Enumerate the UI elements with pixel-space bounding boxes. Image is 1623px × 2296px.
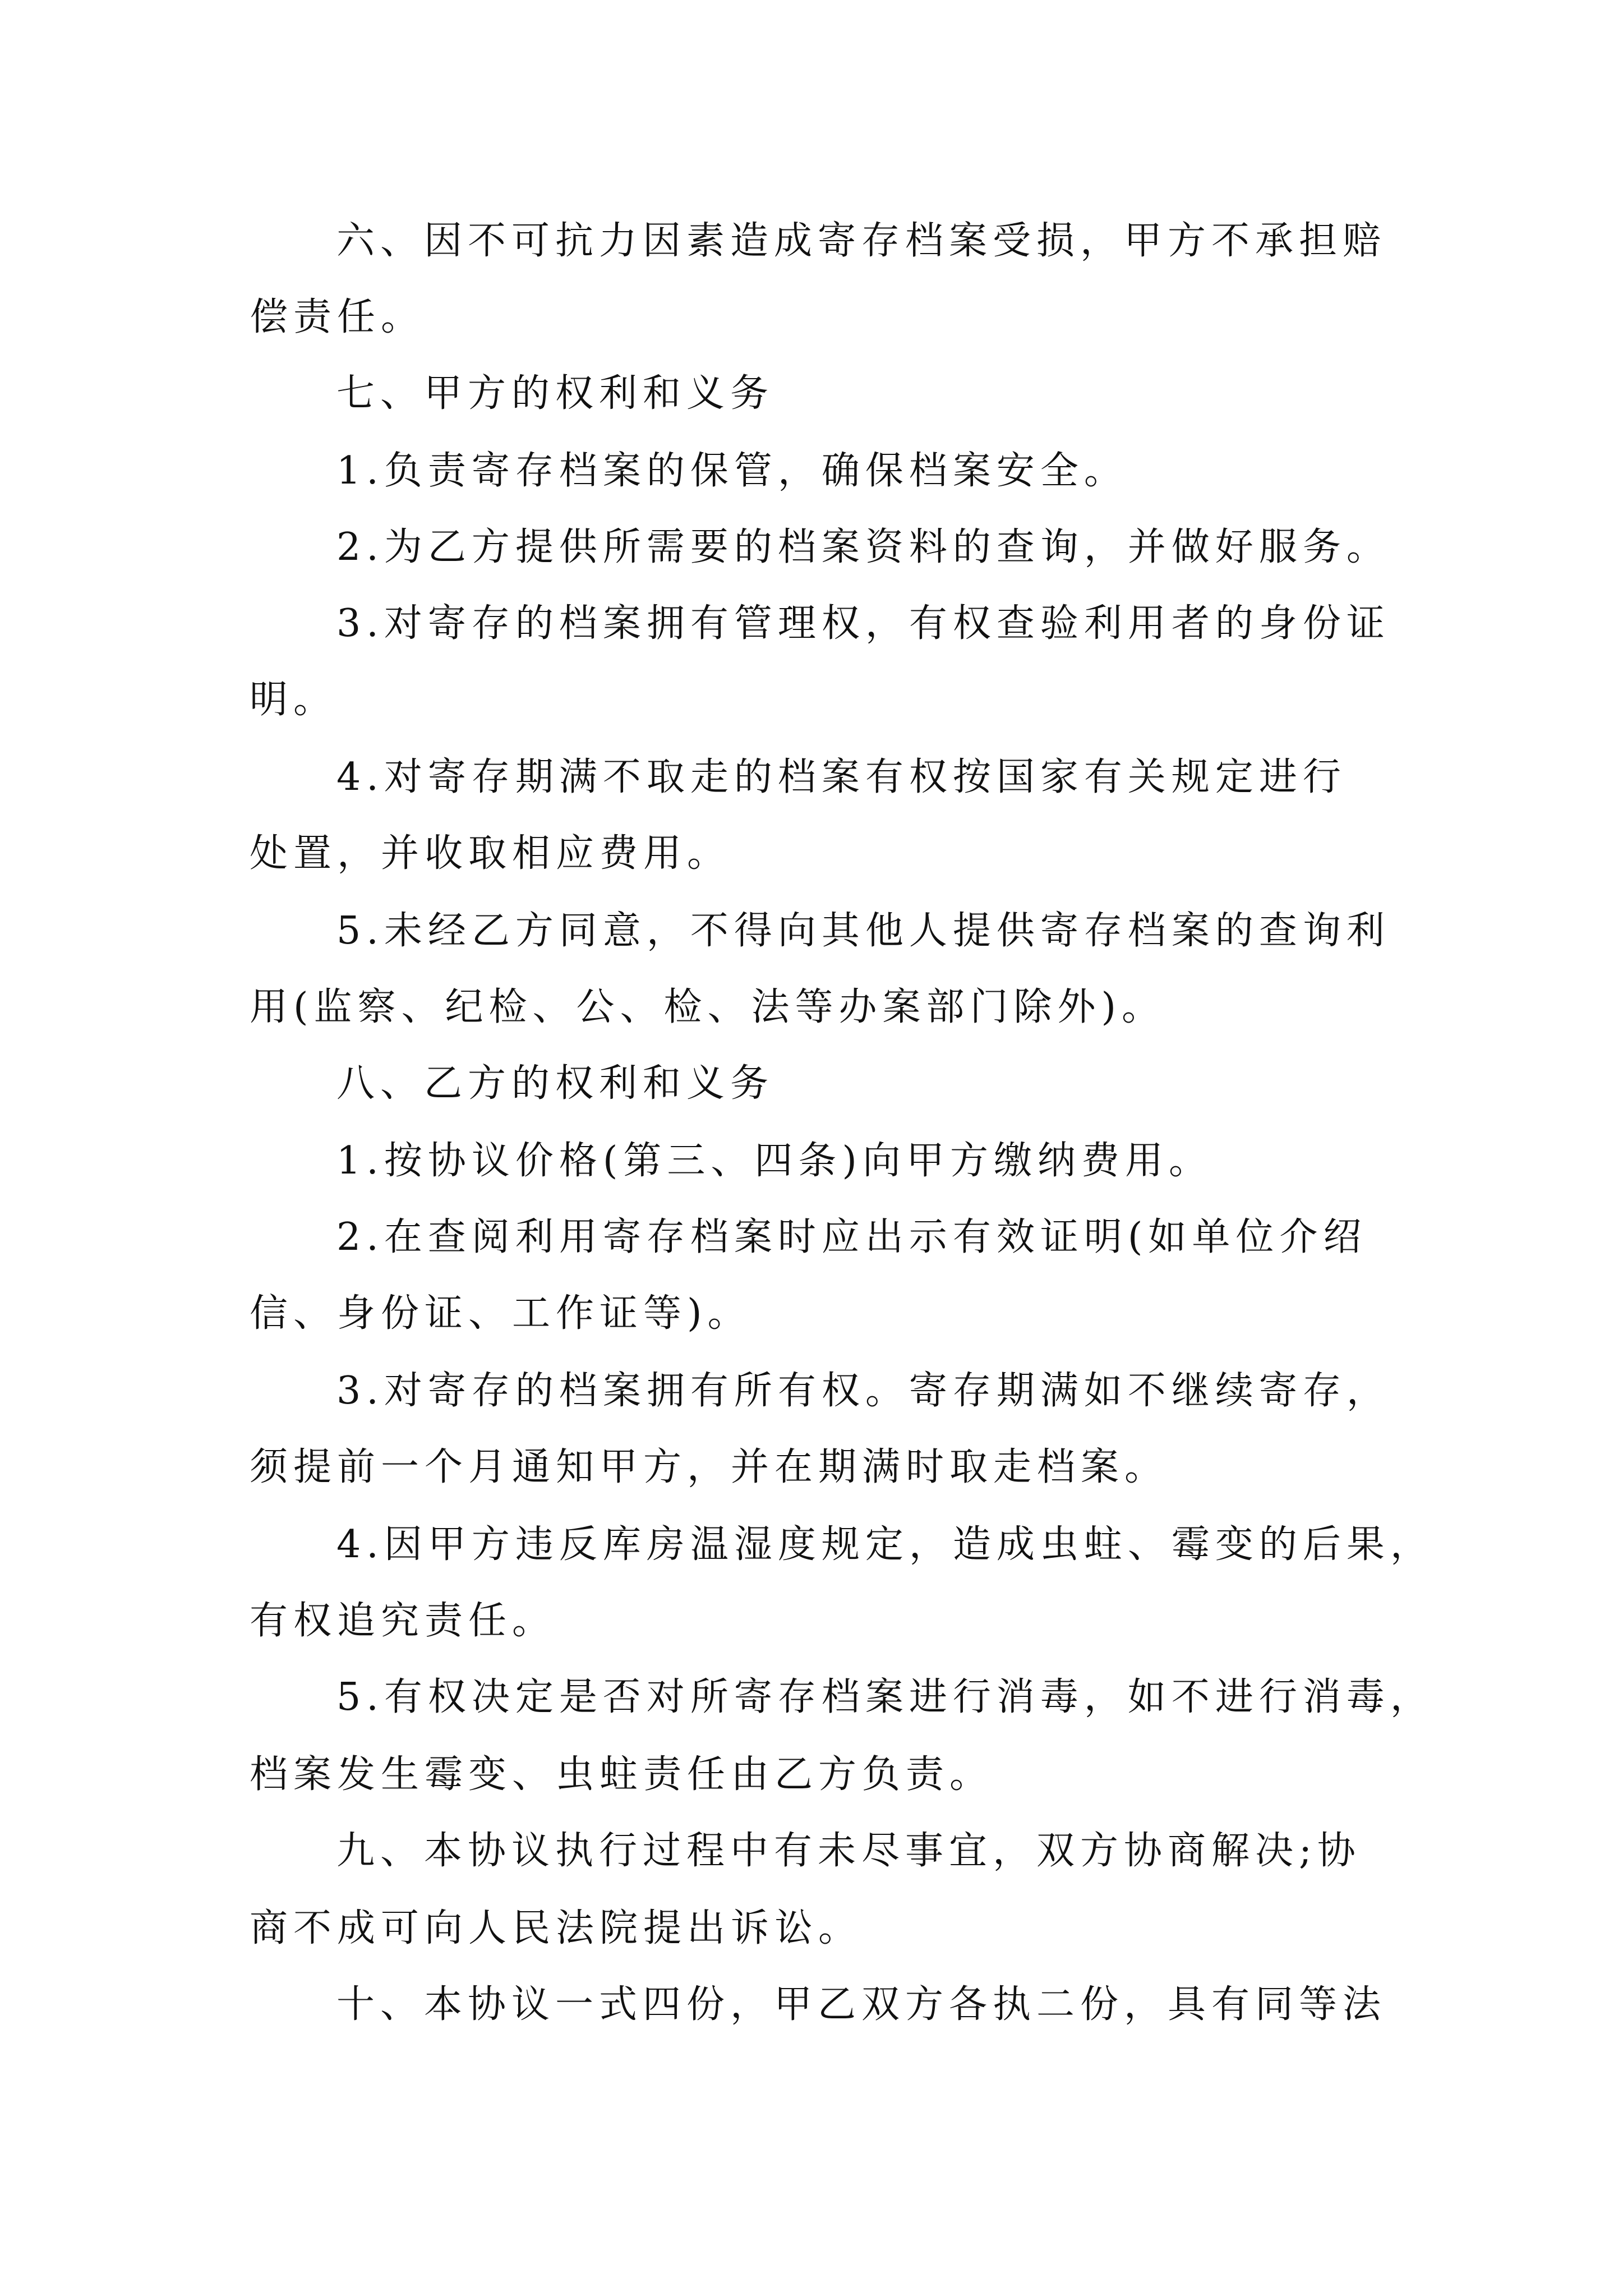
paragraph-line: 1.负责寄存档案的保管，确保档案安全。	[336, 449, 1128, 493]
paragraph-line: 商不成可向人民法院提出诉讼。	[250, 1906, 863, 1950]
paragraph-line: 2.在查阅利用寄存档案时应出示有效证明(如单位介绍	[336, 1215, 1367, 1259]
paragraph-line: 八、乙方的权利和义务	[336, 1061, 774, 1106]
paragraph-line: 5.有权决定是否对所寄存档案进行消毒，如不进行消毒，	[336, 1675, 1434, 1719]
paragraph-line: 3.对寄存的档案拥有所有权。寄存期满如不继续寄存，	[336, 1369, 1390, 1413]
paragraph-line: 处置，并收取相应费用。	[250, 831, 731, 876]
paragraph-line: 十、本协议一式四份，甲乙双方各执二份，具有同等法	[336, 1982, 1387, 2027]
paragraph-line: 信、身份证、工作证等)。	[250, 1291, 751, 1336]
paragraph-line: 七、甲方的权利和义务	[336, 371, 774, 416]
paragraph-line: 有权追究责任。	[250, 1599, 556, 1643]
paragraph-line: 1.按协议价格(第三、四条)向甲方缴纳费用。	[336, 1139, 1212, 1183]
paragraph-line: 用(监察、纪检、公、检、法等办案部门除外)。	[250, 985, 1166, 1029]
paragraph-line: 4.对寄存期满不取走的档案有权按国家有关规定进行	[336, 755, 1347, 799]
paragraph-line: 3.对寄存的档案拥有管理权，有权查验利用者的身份证	[336, 601, 1390, 646]
paragraph-line: 5.未经乙方同意，不得向其他人提供寄存档案的查询利	[336, 909, 1390, 953]
paragraph-line: 六、因不可抗力因素造成寄存档案受损，甲方不承担赔	[336, 219, 1387, 263]
paragraph-line: 须提前一个月通知甲方，并在期满时取走档案。	[250, 1445, 1169, 1489]
paragraph-line: 4.因甲方违反库房温湿度规定，造成虫蛀、霉变的后果，	[336, 1522, 1434, 1567]
paragraph-line: 九、本协议执行过程中有未尽事宜，双方协商解决;协	[336, 1829, 1361, 1873]
paragraph-line: 偿责任。	[250, 295, 425, 339]
paragraph-line: 明。	[250, 678, 338, 722]
paragraph-line: 2.为乙方提供所需要的档案资料的查询，并做好服务。	[336, 525, 1390, 569]
paragraph-line: 档案发生霉变、虫蛀责任由乙方负责。	[250, 1752, 994, 1797]
